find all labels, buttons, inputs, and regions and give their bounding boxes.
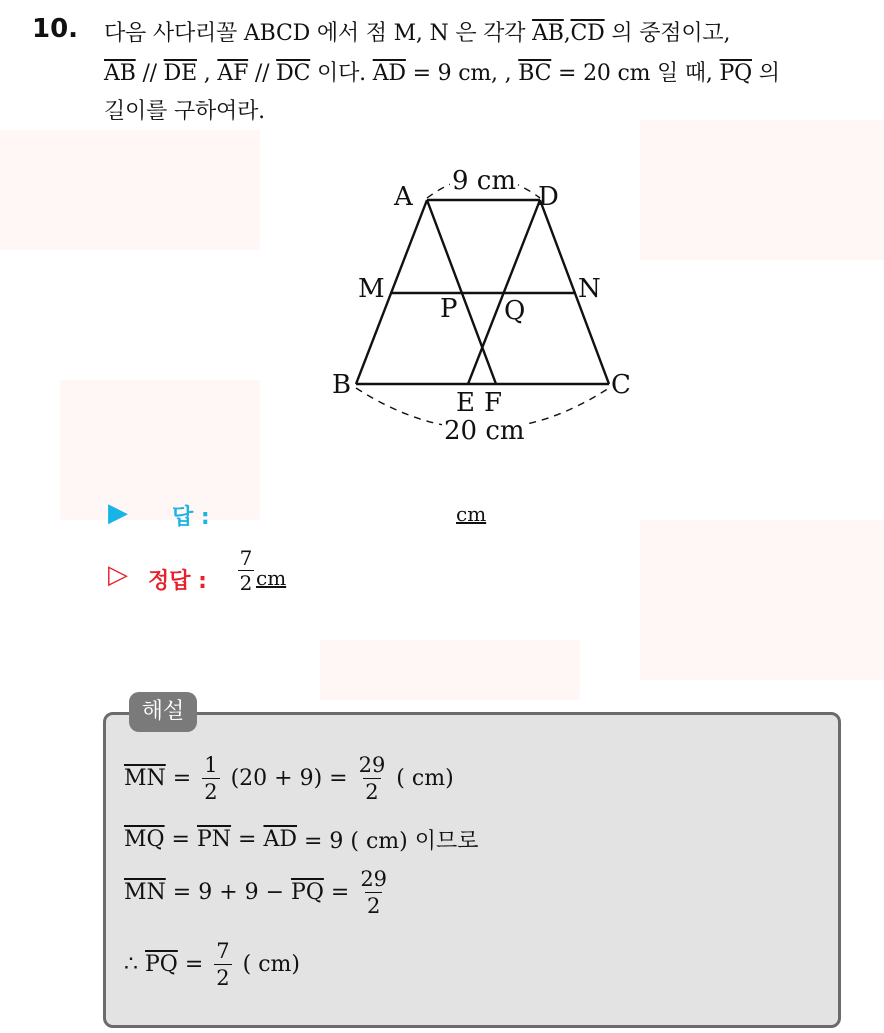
segment-de: $\overline{DE}$ <box>163 61 197 86</box>
fraction-denominator: 2 <box>365 780 379 804</box>
correct-answer-unit: cm <box>256 566 287 590</box>
fraction-denominator: 2 <box>239 571 253 595</box>
segment-ab: $\overline{AB}$ <box>104 61 136 86</box>
correct-answer-label: 정답 : <box>148 569 207 594</box>
parallel-symbol: // <box>248 61 277 86</box>
question-number: 10. <box>32 14 79 44</box>
fraction-numerator: 29 <box>358 753 386 777</box>
fraction <box>214 938 231 991</box>
text: 다음 사다리꼴 ABCD 에서 점 M, N 은 각각 <box>104 21 533 46</box>
segment-ab: $\overline{AB}$ <box>532 21 564 46</box>
answer-label: 답 : <box>172 505 210 530</box>
fraction-numerator: 7 <box>216 939 230 963</box>
point-f-label: F <box>484 388 503 418</box>
therefore-symbol: ∴ <box>124 952 145 977</box>
text: 이다. <box>310 61 373 86</box>
outline-play-arrow-icon: ▷ <box>108 560 128 590</box>
point-p-label: P <box>440 294 458 324</box>
segment-mn: $\overline{MN}$ <box>124 880 166 905</box>
answer-unit: cm <box>456 502 487 526</box>
point-a-label: A <box>394 182 413 212</box>
play-arrow-icon: ▶ <box>108 498 128 528</box>
question-line-1 <box>104 16 730 47</box>
fraction-numerator: 29 <box>360 867 388 891</box>
text: = <box>165 766 199 791</box>
solution-tag: 해설 <box>129 692 197 732</box>
parallel-symbol: // <box>135 61 164 86</box>
solution-line-4 <box>124 938 300 991</box>
point-n-label: N <box>578 274 601 304</box>
fraction-numerator: 1 <box>204 753 218 777</box>
fraction <box>360 866 387 919</box>
segment-pq: $\overline{PQ}$ <box>719 61 752 86</box>
fraction-denominator: 2 <box>204 780 218 804</box>
text: 의 <box>751 61 780 86</box>
text: ( cm) <box>389 766 454 791</box>
fraction <box>359 752 386 805</box>
point-q-label: Q <box>504 296 526 326</box>
point-e-label: E <box>456 388 475 418</box>
point-b-label: B <box>332 370 352 400</box>
question-line-3: 길이를 구하여라. <box>104 99 265 124</box>
segment-pq: $\overline{PQ}$ <box>145 952 178 977</box>
fraction-denominator: 2 <box>366 894 381 918</box>
solution-line-1 <box>124 752 454 805</box>
text: 의 중점이고, <box>604 21 731 46</box>
point-c-label: C <box>611 370 631 400</box>
background-patch <box>640 520 884 680</box>
unit-text: ( cm) <box>235 952 300 977</box>
text: = 9 + 9 − <box>165 880 292 905</box>
correct-answer-row <box>108 546 408 610</box>
background-patch <box>320 640 580 700</box>
segment-mn: $\overline{MN}$ <box>124 766 166 791</box>
point-m-label: M <box>358 274 385 304</box>
point-d-label: D <box>538 182 559 212</box>
answer-row <box>108 496 528 536</box>
correct-answer-fraction <box>238 546 254 595</box>
text: = 9 cm, , <box>405 61 519 86</box>
text: = 9 ( cm) 이므로 <box>297 829 479 854</box>
text: = <box>164 827 197 852</box>
segment-pn: $\overline{PN}$ <box>196 827 232 852</box>
text: = <box>177 952 211 977</box>
segment-cd: $\overline{CD}$ <box>570 21 605 46</box>
bottom-length-label: 20 cm <box>444 416 525 446</box>
segment-bc: $\overline{BC}$ <box>518 61 552 86</box>
segment-dc: $\overline{DC}$ <box>276 61 311 86</box>
segment-ad: $\overline{AD}$ <box>372 61 406 86</box>
text: (20 + 9) = <box>223 766 355 791</box>
background-patch <box>640 120 884 260</box>
fraction-numerator: 7 <box>239 546 253 570</box>
segment-ad: $\overline{AD}$ <box>263 827 297 852</box>
solution-line-3 <box>124 866 391 919</box>
text: , <box>196 61 218 86</box>
question-line-2 <box>104 56 780 87</box>
segment-af: $\overline{AF}$ <box>217 61 249 86</box>
text: = 20 cm 일 때, <box>551 61 720 86</box>
text: = <box>323 880 357 905</box>
segment-pq: $\overline{PQ}$ <box>291 880 324 905</box>
text: = <box>231 827 264 852</box>
fraction <box>202 752 219 805</box>
background-patch <box>0 130 260 250</box>
solution-line-2 <box>124 824 479 855</box>
text: , <box>563 21 571 46</box>
top-length-label: 9 cm <box>452 166 517 196</box>
segment-mq: $\overline{MQ}$ <box>124 827 165 852</box>
fraction-denominator: 2 <box>216 966 230 990</box>
trapezoid-figure <box>320 160 650 450</box>
